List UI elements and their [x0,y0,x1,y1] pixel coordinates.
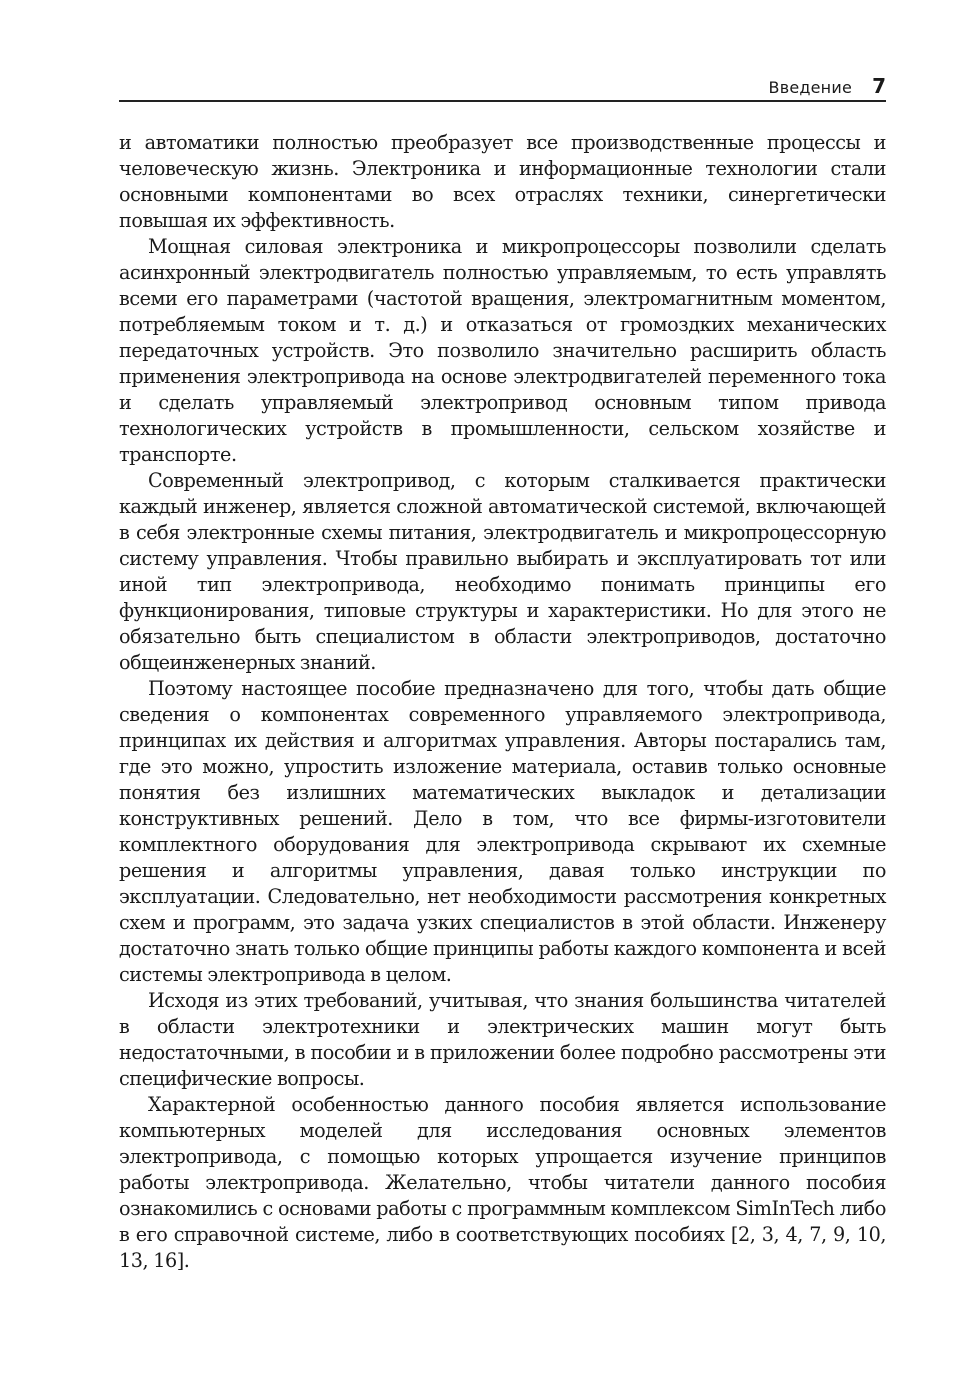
paragraph: Исходя из этих требований, учитывая, что знания большинства читателей в области электротехники и электрических машин могут быть недостаточными, в пособии и в приложении более подробно рассмотрены эти специфические вопросы. [119,989,886,1090]
paragraph: Поэтому настоящее пособие предназначено для того, чтобы дать общие сведения о компонентах современного управляемого электропривода, принципах их действия и алгоритмах управления. Авторы постарались там, где это можно, упростить изложение материала, оставив только основные понятия без излишних математических выкладок и детализации конструктивных решений. Дело в том, что все фирмы-изготовители комплектного оборудования для электропривода скрывают их схемные решения и алгоритмы управления, давая только инструкции по эксплуатации. Следовательно, нет необходимости рассмотрения конкретных схем и программ, это задача узких специалистов в этой области. Инженеру достаточно знать только общие принципы работы каждого компонента и всей системы электропривода в целом. [119,677,886,986]
paragraph-continuation: и автоматики полностью преобразует все производственные процессы и человеческую жизнь. Электроника и информационные технологии стали основными компонентами во всех отраслях техники, синергетически повышая их эффективность. [119,131,886,232]
section-title: Введение [768,78,852,97]
body-text [119,130,886,1274]
paragraph: Характерной особенностью данного пособия является использование компьютерных моделей для исследования основных элементов электропривода, с помощью которых упрощается изучение принципов работы электропривода. Желательно, чтобы читатели данного пособия ознакомились с основами работы с программным комплексом SimInTech либо в его справочной системе, либо в соответствующих пособиях [2, 3, 4, 7, 9, 10, 13, 16]. [119,1093,886,1272]
page-number: 7 [872,74,886,98]
paragraph: Мощная силовая электроника и микропроцессоры позволили сделать асинхронный электродвигатель полностью управляемым, то есть управлять всеми его параметрами (частотой вращения, электромагнитным моментом, потребляемым током и т. д.) и отказаться от громоздких механических передаточных устройств. Это позволило значительно расширить область применения электропривода на основе электродвигателей переменного тока и сделать управляемый электропривод основным типом привода технологических устройств в промышленности, сельском хозяйстве и транспорте. [119,235,886,466]
paragraph: Современный электропривод, с которым сталкивается практически каждый инженер, является сложной автоматической системой, включающей в себя электронные схемы питания, электродвигатель и микропроцессорную систему управления. Чтобы правильно выбирать и эксплуатировать тот или иной тип электропривода, необходимо понимать принципы его функционирования, типовые структуры и характеристики. Но для этого не обязательно быть специалистом в области электроприводов, достаточно общеинженерных знаний. [119,469,886,674]
running-header [119,72,886,102]
